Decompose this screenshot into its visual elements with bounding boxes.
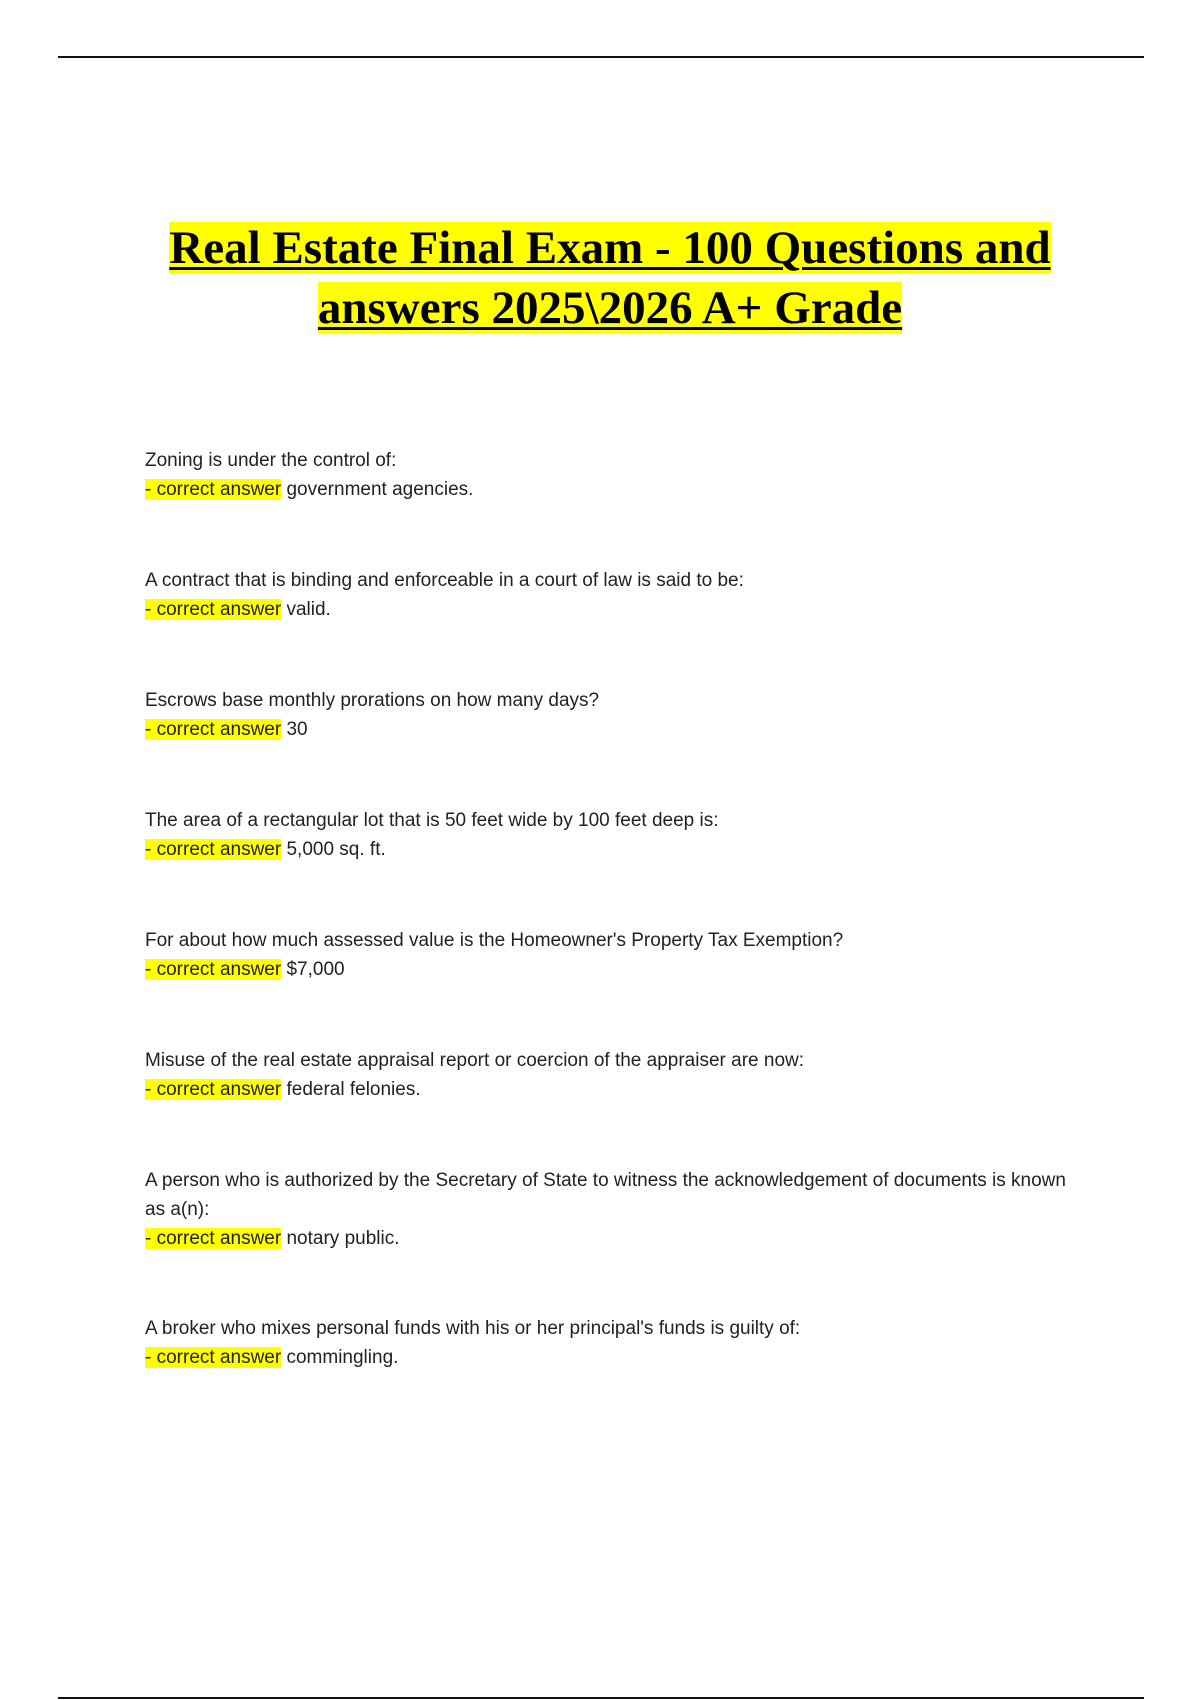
answer-line	[145, 955, 1075, 984]
title-line-2: answers 2025\2026 A+ Grade	[317, 282, 903, 334]
question-text: Misuse of the real estate appraisal report or coercion of the appraiser are now:	[145, 1050, 805, 1071]
correct-answer-tag: - correct answer	[145, 1228, 282, 1249]
correct-answer-tag: - correct answer	[145, 959, 282, 980]
correct-answer-tag: - correct answer	[145, 479, 282, 500]
answer-line	[145, 1343, 1075, 1372]
answer-text: valid.	[286, 599, 331, 620]
title-line-1: Real Estate Final Exam - 100 Questions and	[169, 222, 1051, 274]
answer-line	[145, 1224, 1075, 1253]
answer-line	[145, 715, 1075, 744]
answer-text: government agencies.	[286, 479, 474, 500]
qa-item-8	[145, 1314, 1075, 1372]
question-list	[145, 446, 1075, 1434]
qa-item-6	[145, 1046, 1075, 1104]
answer-text: 5,000 sq. ft.	[286, 839, 386, 860]
answer-line	[145, 1075, 1075, 1104]
document-title	[140, 218, 1080, 338]
answer-line	[145, 595, 1075, 624]
question-text: The area of a rectangular lot that is 50 feet wide by 100 feet deep is:	[145, 810, 719, 831]
question-text: Zoning is under the control of:	[145, 450, 397, 471]
qa-item-1	[145, 446, 1075, 504]
answer-text: federal felonies.	[286, 1079, 421, 1100]
qa-item-2	[145, 566, 1075, 624]
question-text: A broker who mixes personal funds with his or her principal's funds is guilty of:	[145, 1318, 801, 1339]
answer-text: notary public.	[286, 1228, 400, 1249]
correct-answer-tag: - correct answer	[145, 1079, 282, 1100]
correct-answer-tag: - correct answer	[145, 1347, 282, 1368]
qa-item-5	[145, 926, 1075, 984]
answer-line	[145, 835, 1075, 864]
header-rule	[58, 56, 1144, 58]
correct-answer-tag: - correct answer	[145, 599, 282, 620]
qa-item-7	[145, 1166, 1075, 1253]
correct-answer-tag: - correct answer	[145, 839, 282, 860]
answer-text: 30	[286, 719, 308, 740]
question-text: For about how much assessed value is the Homeowner's Property Tax Exemption?	[145, 930, 844, 951]
qa-item-3	[145, 686, 1075, 744]
question-text: A person who is authorized by the Secretary of State to witness the acknowledgement of documents is known as a(n):	[145, 1170, 1066, 1220]
question-text: Escrows base monthly prorations on how many days?	[145, 690, 600, 711]
correct-answer-tag: - correct answer	[145, 719, 282, 740]
question-text: A contract that is binding and enforceable in a court of law is said to be:	[145, 570, 744, 591]
answer-text: commingling.	[286, 1347, 399, 1368]
qa-item-4	[145, 806, 1075, 864]
footer-rule	[58, 1697, 1144, 1699]
answer-line	[145, 475, 1075, 504]
answer-text: $7,000	[286, 959, 345, 980]
